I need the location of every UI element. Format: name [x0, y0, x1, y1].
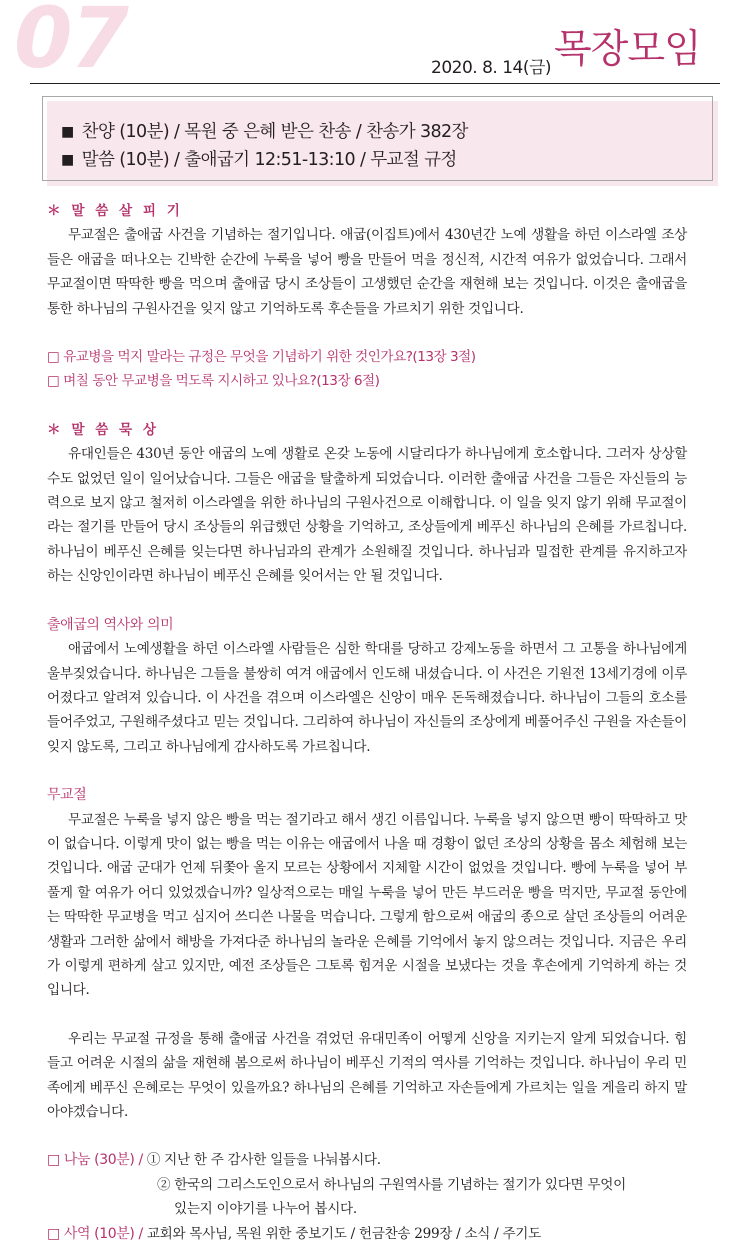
order-box: [47, 101, 718, 186]
square-bullet-icon: ■: [61, 152, 74, 168]
share-item-2-line-2: 있는지 이야기를 나누어 봅시다.: [174, 1201, 357, 1218]
section-heading-unleavened: 무교절: [47, 787, 87, 804]
square-bullet-icon: ■: [61, 124, 74, 140]
question-2: □ 며칠 동안 무교병을 먹도록 지시하고 있나요?(13장 6절): [47, 373, 380, 390]
paragraph-history: 애굽에서 노예생활을 하던 이스라엘 사람들은 심한 학대를 당하고 강제노동을 하면서 그 고통을 하나님에게 울부짖었습니다. 하나님은 그들을 불쌍히 여겨 애굽에서 인도해 내셨습니다. 이 사건은 기원전 13세기경에 이루어졌다고 알려져 있습니다. 이 사건을 겪으며 이스라엘은 신앙이 매우 돈독해졌습니다. 하나님이 그들의 호소를 들어주었고, 구원해주셨다고 믿는 것입니다. 그리하여 하나님이 자신들의 조상에게 베풀어주신 구원을 자손들이 잊지 않도록, 그리고 하나님에게 감사하도록 가르칩니다.: [47, 641, 687, 755]
paragraph-unleavened-1: 무교절은 누룩을 넣지 않은 빵을 먹는 절기라고 해서 생긴 이름입니다. 누룩을 넣지 않으면 빵이 딱딱하고 맛이 없습니다. 이렇게 맛이 없는 빵을 먹는 이유는 애굽에서 나올 때 경황이 없던 조상의 상황을 몸소 체험해 보는 것입니다. 애굽 군대가 언제 뒤쫓아 올지 모르는 상황에서 지체할 시간이 없었을 것입니다. 빵에 누룩을 넣어 부풀게 할 여유가 어디 있었겠습니까? 일상적으로는 매일 누룩을 넣어 만든 부드러운 빵을 먹지만, 무교절 동안에는 딱딱한 무교병을 먹고 심지어 쓰디쓴 나물을 먹습니다. 그렇게 함으로써 애굽의 종으로 살던 조상들의 어려운 생활과 그러한 삶에서 해방을 가져다준 하나님의 놀라운 은혜를 기억에서 놓지 않으려는 것입니다. 지금은 우리가 이렇게 편하게 살고 있지만, 예전 조상들은 그토록 힘겨운 시절을 보냈다는 것을 후손에게 기억하게 하는 것입니다.: [47, 811, 687, 999]
spacer: [47, 1003, 687, 1027]
main-content: [47, 199, 687, 1246]
ministry-row: [47, 1222, 687, 1246]
spacer: [47, 394, 687, 418]
share-item-1: ① 지난 한 주 감사한 일들을 나눠봅시다.: [146, 1152, 381, 1169]
paragraph-word-look: 무교절은 출애굽 사건을 기념하는 절기입니다. 애굽(이집트)에서 430년간 노예 생활을 하던 이스라엘 조상들은 애굽을 떠나오는 긴박한 순간에 누룩을 넣어 빵을 만들어 먹을 정신적, 시간적 여유가 없었습니다. 그래서 무교절이면 딱딱한 빵을 먹으며 출애굽 당시 조상들이 고생했던 순간을 재현해 보는 것입니다. 이것은 출애굽을 통한 하나님의 구원사건을 잊지 않고 기억하도록 후손들을 가르치기 위한 것입니다.: [47, 227, 687, 317]
paragraph-meditation: 유대인들은 430년 동안 애굽의 노예 생활로 온갖 노동에 시달리다가 하나님에게 호소합니다. 그러자 상상할 수도 없었던 일이 일어났습니다. 그들은 애굽을 탈출하게 되었습니다. 이러한 출애굽 사건을 그들은 자신들의 능력으로 보지 않고 철저히 이스라엘을 위한 하나님의 구원사건으로 이해합니다. 이 일을 잊지 않기 위해 무교절이라는 절기를 만들어 당시 조상들의 위급했던 상황을 기억하고, 조상들에게 베푸신 하나님의 은혜를 가르칩니다. 하나님이 베푸신 은혜를 잊는다면 하나님과의 관계가 소원해질 것입니다. 하나님과 밀접한 관계를 유지하고자 하는 신앙인이라면 하나님이 베푸신 은혜를 잊어서는 안 될 것입니다.: [47, 446, 687, 585]
header-divider: [30, 83, 720, 84]
spacer: [47, 1124, 687, 1148]
section-heading-word-look: ＊ 말 씀 살 피 기: [47, 203, 183, 219]
spacer: [47, 589, 687, 613]
ministry-text: 교회와 목사님, 목원 위한 중보기도 / 헌금찬송 299장 / 소식 / 주기도: [146, 1225, 541, 1242]
order-item-word: [61, 146, 457, 171]
section-heading-meditation: ＊ 말 씀 묵 상: [47, 421, 160, 438]
meeting-date: 2020. 8. 14(금): [431, 58, 552, 78]
ministry-label: □ 사역 (10분) /: [47, 1225, 143, 1242]
section-heading-history: 출애굽의 역사와 의미: [47, 616, 174, 633]
page-number: 07: [14, 0, 127, 87]
spacer: [47, 759, 687, 783]
share-label: □ 나눔 (30분) /: [47, 1152, 143, 1169]
paragraph-unleavened-2: 우리는 무교절 규정을 통해 출애굽 사건을 겪었던 유대민족이 어떻게 신앙을 지키는지 알게 되었습니다. 힘들고 어려운 시절의 삶을 재현해 봄으로써 하나님이 베푸신 기적의 역사를 기억하는 것입니다. 하나님이 우리 민족에게 베푸신 은혜로는 무엇이 있을까요? 하나님의 은혜를 기억하고 자손들에게 가르치는 일을 게을리 하지 말아야겠습니다.: [47, 1030, 687, 1120]
question-1: □ 유교병을 먹지 말라는 규정은 무엇을 기념하기 위한 것인가요?(13장 3절): [47, 349, 476, 366]
page-title: 목장모임: [554, 27, 701, 72]
spacer: [47, 321, 687, 345]
order-item-praise: [61, 118, 468, 143]
share-item-2-line-1: ② 한국의 그리스도인으로서 하나님의 구원역사를 기념하는 절기가 있다면 무엇이: [157, 1176, 626, 1193]
order-item-text: 찬양 (10분) / 목원 중 은혜 받은 찬송 / 찬송가 382장: [81, 122, 468, 142]
order-item-text: 말씀 (10분) / 출애굽기 12:51-13:10 / 무교절 규정: [81, 150, 457, 170]
share-row: [47, 1148, 687, 1172]
